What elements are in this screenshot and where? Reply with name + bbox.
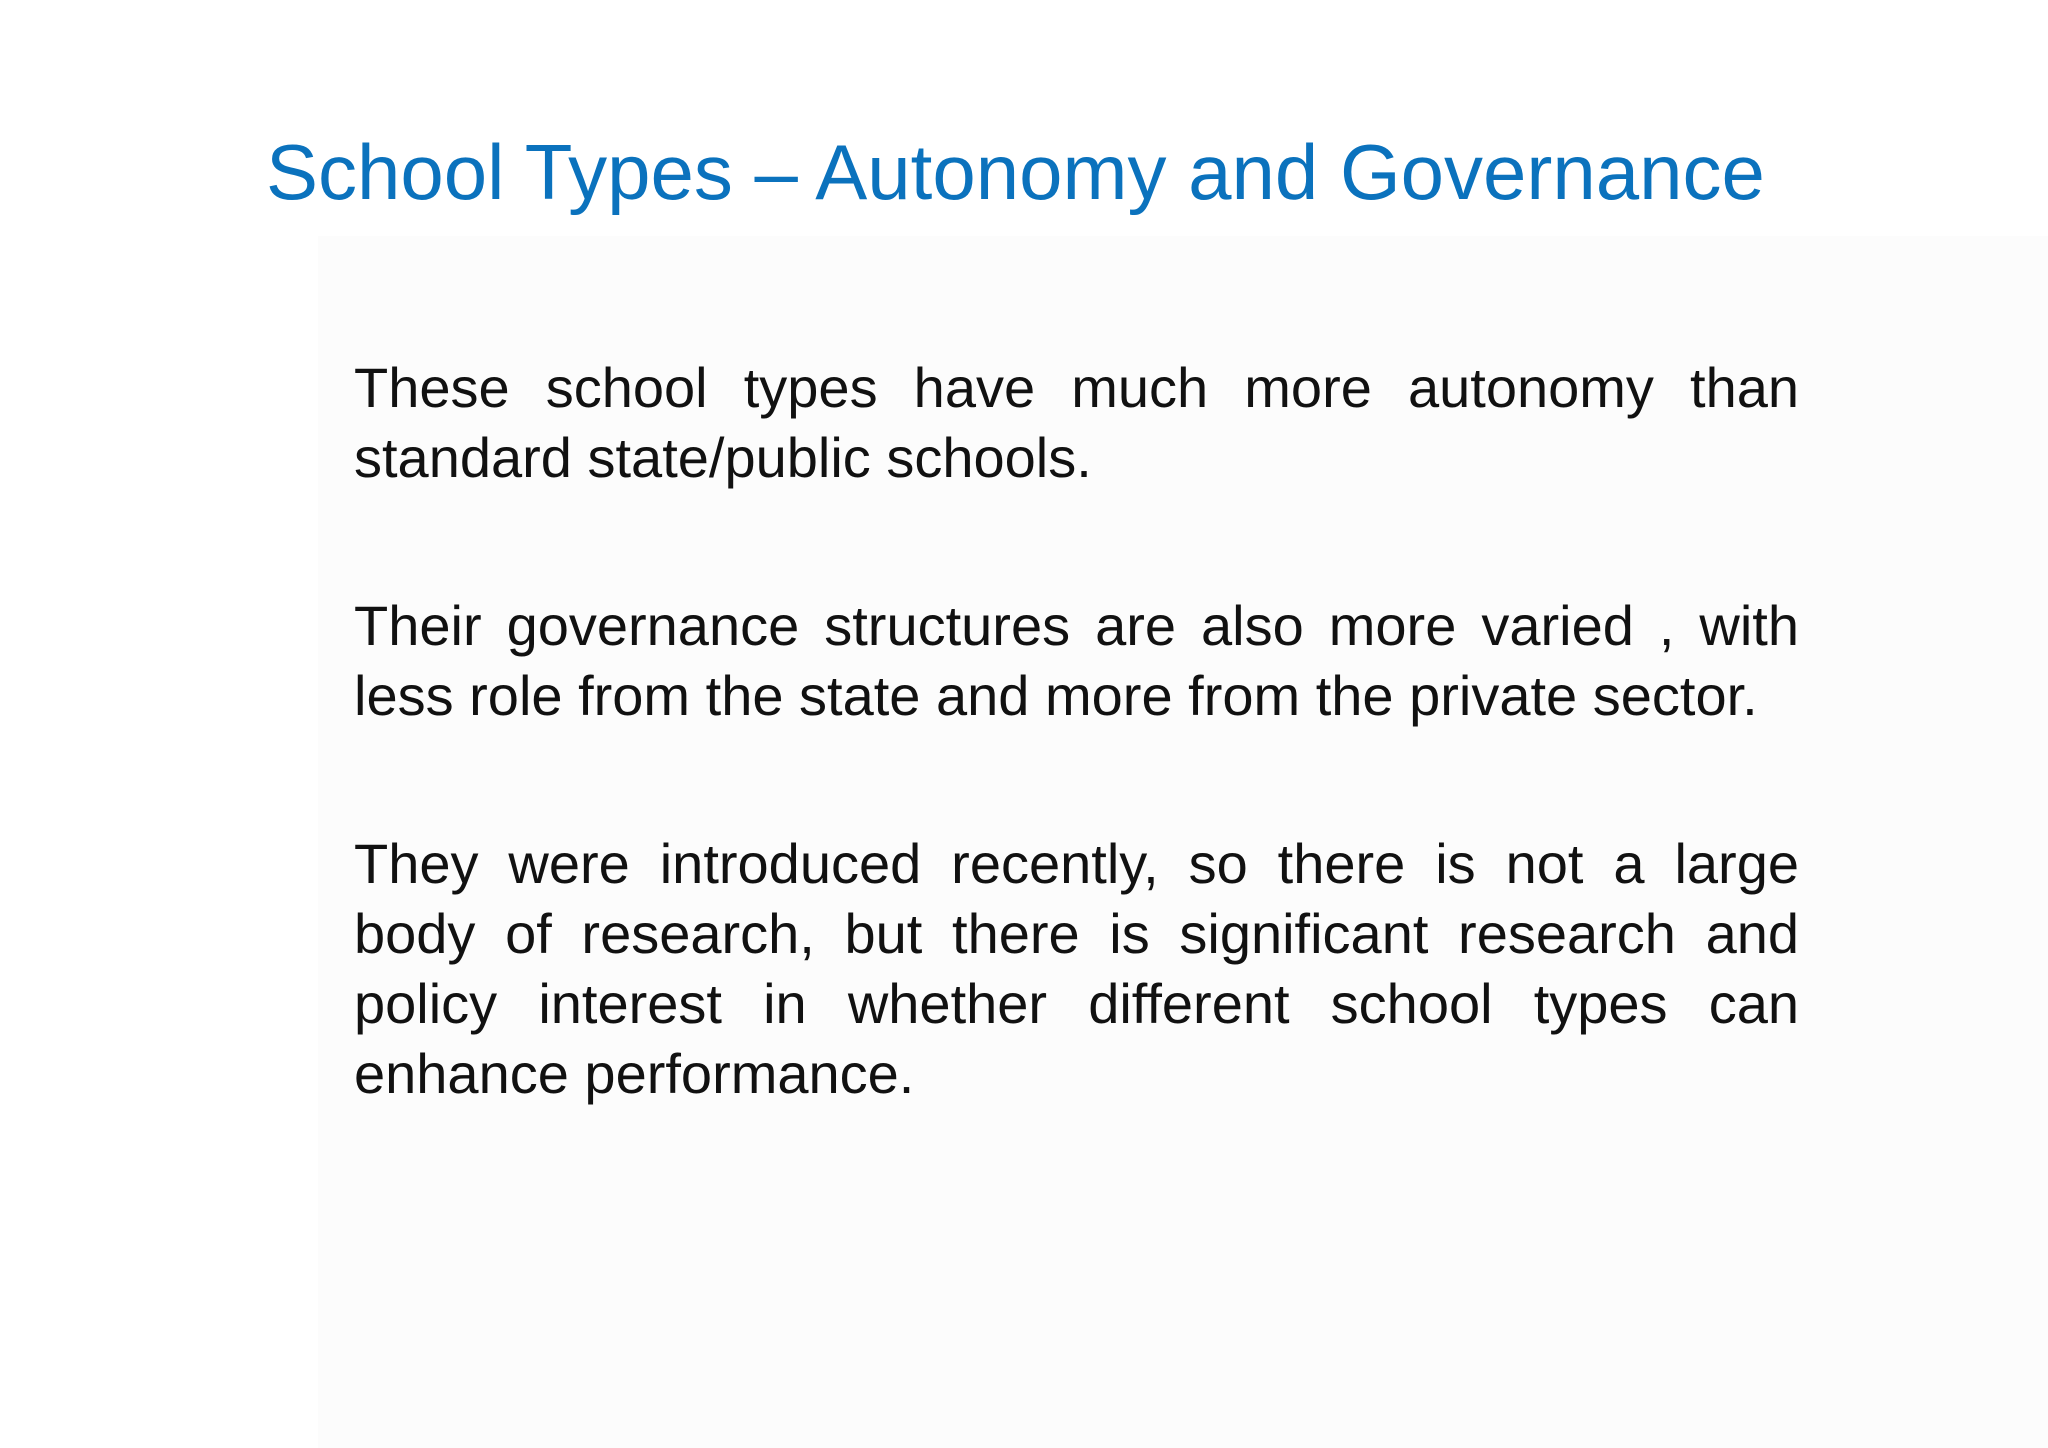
- slide-body: [354, 353, 1799, 1109]
- slide-title: School Types – Autonomy and Governance: [266, 128, 1765, 216]
- paragraph-autonomy: These school types have much more autonomy than standard state/public schools.: [354, 356, 1799, 489]
- paragraph-research: They were introduced recently, so there is not a large body of research, but there is significant research and policy interest in whether different school types can enhance performance.: [354, 832, 1799, 1105]
- paragraph-governance: Their governance structures are also more varied , with less role from the state and more from the private sector.: [354, 594, 1799, 727]
